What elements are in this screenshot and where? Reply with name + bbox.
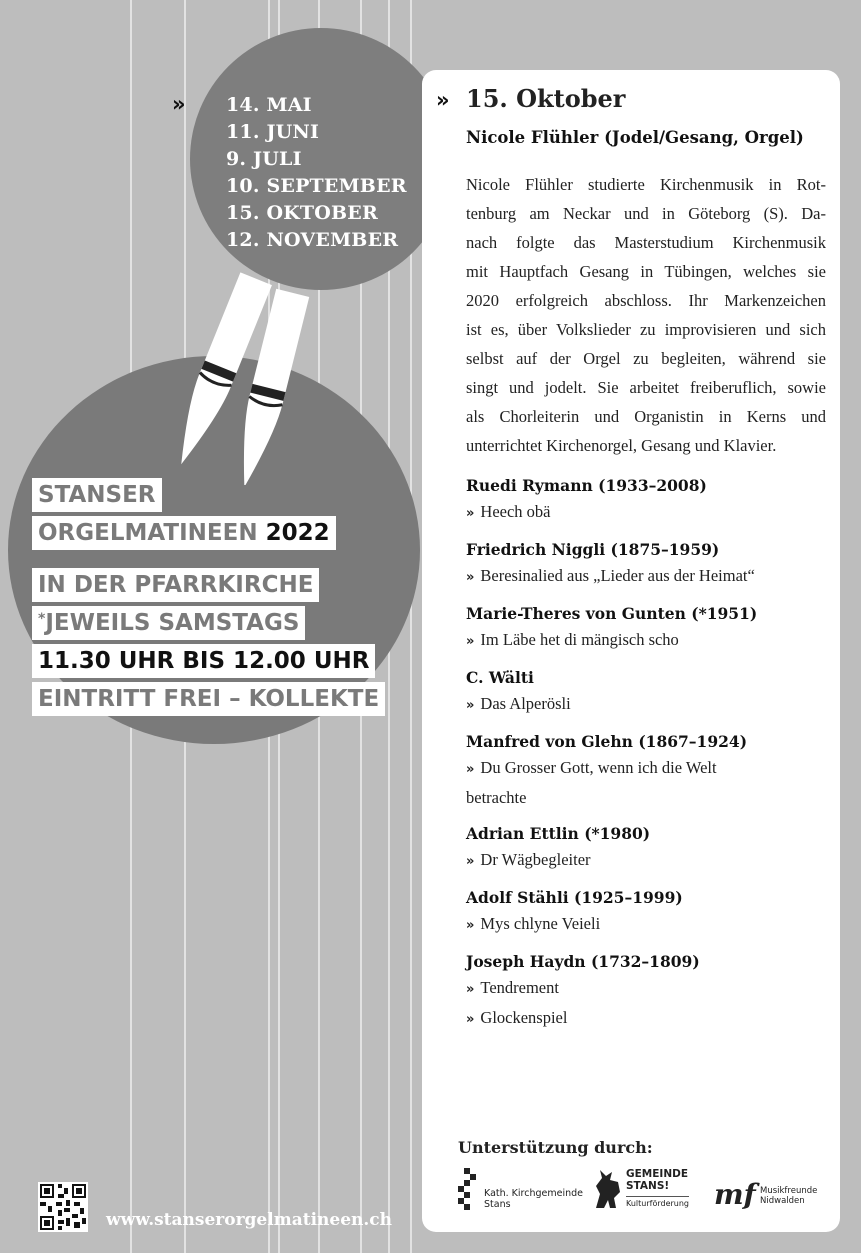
piece-title: Glockenspiel <box>480 1008 568 1027</box>
stans-logo-sub: Kulturförderung <box>626 1196 689 1208</box>
date-list <box>226 92 407 254</box>
composer: Adolf Stähli (1925–1999) <box>466 888 683 907</box>
piece-chevron-icon: » <box>466 698 475 713</box>
bio-line: singt und jodelt. Sie arbeitet freiberuflich, sowie <box>466 378 826 397</box>
headline-orgelmatineen <box>32 516 336 550</box>
headline-time-text: 11.30 UHR BIS 12.00 UHR <box>38 648 370 674</box>
mf-logo-line: Nidwalden <box>760 1196 805 1206</box>
piece-continuation: betrachte <box>466 788 527 807</box>
steinbock-icon <box>592 1168 624 1212</box>
piece-title: Das Alperösli <box>480 694 571 713</box>
date-item: 12. NOVEMBER <box>226 229 399 251</box>
piece <box>466 910 826 940</box>
bio-line: mit Hauptfach Gesang in Tübingen, welches sie <box>466 262 826 281</box>
headline-year: 2022 <box>265 520 330 546</box>
piece-chevron-icon: » <box>466 1012 475 1027</box>
program-entry <box>466 604 826 656</box>
composer: Joseph Haydn (1732–1809) <box>466 952 700 971</box>
kath-kirchgemeinde-logo <box>456 1168 583 1216</box>
kath-logo-line: Stans <box>484 1199 511 1210</box>
piece-title: Im Läbe het di mängisch scho <box>480 630 679 649</box>
date-item: 10. SEPTEMBER <box>226 175 407 197</box>
bio-line: ist es, über Volkslieder zu improvisieren und sich <box>466 320 826 339</box>
program-entry <box>466 888 826 940</box>
piece <box>466 690 826 720</box>
composer: C. Wälti <box>466 668 534 687</box>
date-item: 15. OKTOBER <box>226 202 378 224</box>
program-entry <box>466 952 826 1034</box>
bio-line: Nicole Flühler studierte Kirchenmusik in Rot- <box>466 175 826 194</box>
piece-chevron-icon: » <box>466 570 475 585</box>
date-item: 9. JULI <box>226 148 302 170</box>
headline-samstags-text: JEWEILS SAMSTAGS <box>45 610 300 636</box>
program-entry <box>466 540 826 592</box>
piece-title: Beresinalied aus „Lieder aus der Heimat“ <box>480 566 755 585</box>
headline-stanser-text: STANSER <box>38 482 156 508</box>
piece <box>466 754 826 784</box>
headline-pfarrkirche <box>32 568 319 602</box>
headline-pfarrkirche-text: IN DER PFARRKIRCHE <box>38 572 314 598</box>
date-item: 14. MAI <box>226 94 312 116</box>
piece <box>466 498 826 528</box>
dates-chevron-icon: » <box>172 92 186 116</box>
headline-samstags <box>32 606 305 640</box>
stans-logo-line: GEMEINDE <box>626 1168 688 1180</box>
piece-title: Heech obä <box>480 502 551 521</box>
qr-code-icon[interactable] <box>38 1182 88 1232</box>
piece-chevron-icon: » <box>466 918 475 933</box>
composer: Adrian Ettlin (*1980) <box>466 824 651 843</box>
piece-chevron-icon: » <box>466 762 475 777</box>
mf-mark: mf <box>714 1178 756 1211</box>
musikfreunde-logo <box>712 1174 824 1216</box>
kath-logo-text <box>484 1188 583 1210</box>
performer-bio <box>466 170 826 460</box>
bio-line: nach folgte das Masterstudium Kirchenmusik <box>466 233 826 252</box>
piece-title: Dr Wägbegleiter <box>480 850 591 869</box>
headline-stanser <box>32 478 162 512</box>
bio-line: als Chorleiterin und Organistin in Kerns und <box>466 407 826 426</box>
headline-eintritt-text: EINTRITT FREI – KOLLEKTE <box>38 686 380 712</box>
concert-panel <box>422 70 840 1232</box>
piece <box>466 974 826 1004</box>
piece <box>466 562 826 592</box>
headline-orgelmatineen-text: ORGELMATINEEN <box>38 520 258 546</box>
bio-line: unterrichtet Kirchenorgel, Gesang und Klavier. <box>466 436 777 455</box>
stans-logo-title <box>626 1168 688 1192</box>
performer-name: Nicole Flühler (Jodel/Gesang, Orgel) <box>466 128 804 147</box>
piece-title: Du Grosser Gott, wenn ich die Welt <box>480 758 717 777</box>
composer: Manfred von Glehn (1867–1924) <box>466 732 748 751</box>
stans-logo-line: STANS! <box>626 1180 670 1192</box>
concert-date-title: 15. Oktober <box>466 84 626 113</box>
gemeinde-stans-logo <box>592 1166 707 1216</box>
kath-logo-line: Kath. Kirchgemeinde <box>484 1188 583 1199</box>
composer: Ruedi Rymann (1933–2008) <box>466 476 707 495</box>
piece-chevron-icon: » <box>466 506 475 521</box>
program-entry <box>466 476 826 528</box>
mf-logo-line: Musikfreunde <box>760 1186 818 1196</box>
piece-chevron-icon: » <box>466 982 475 997</box>
bio-line: tenburg am Neckar und in Göteborg (S). Da- <box>466 204 826 223</box>
bio-line: 2020 erfolgreich abschloss. Ihr Markenzeichen <box>466 291 826 310</box>
support-label: Unterstützung durch: <box>458 1138 653 1157</box>
program-entry <box>466 824 826 876</box>
title-chevron-icon: » <box>436 88 450 112</box>
bio-line: selbst auf der Orgel zu begleiten, während sie <box>466 349 826 368</box>
piece <box>466 846 826 876</box>
kath-cross-icon <box>456 1168 482 1214</box>
piece-chevron-icon: » <box>466 854 475 869</box>
piece-title: Mys chlyne Veieli <box>480 914 601 933</box>
headline-time <box>32 644 375 678</box>
mf-logo-text <box>760 1186 817 1206</box>
piece <box>466 1004 826 1034</box>
composer: Friedrich Niggli (1875–1959) <box>466 540 720 559</box>
program-list <box>466 476 826 1046</box>
piece-title: Tendrement <box>480 978 559 997</box>
program-entry <box>466 732 826 812</box>
piece <box>466 626 826 656</box>
headline-eintritt <box>32 682 385 716</box>
asterisk-mark: * <box>38 611 46 627</box>
organ-pipes-icon <box>160 270 310 485</box>
date-item: 11. JUNI <box>226 121 320 143</box>
composer: Marie-Theres von Gunten (*1951) <box>466 604 758 623</box>
piece-chevron-icon: » <box>466 634 475 649</box>
program-entry <box>466 668 826 720</box>
website-url[interactable]: www.stanserorgelmatineen.ch <box>106 1210 393 1230</box>
